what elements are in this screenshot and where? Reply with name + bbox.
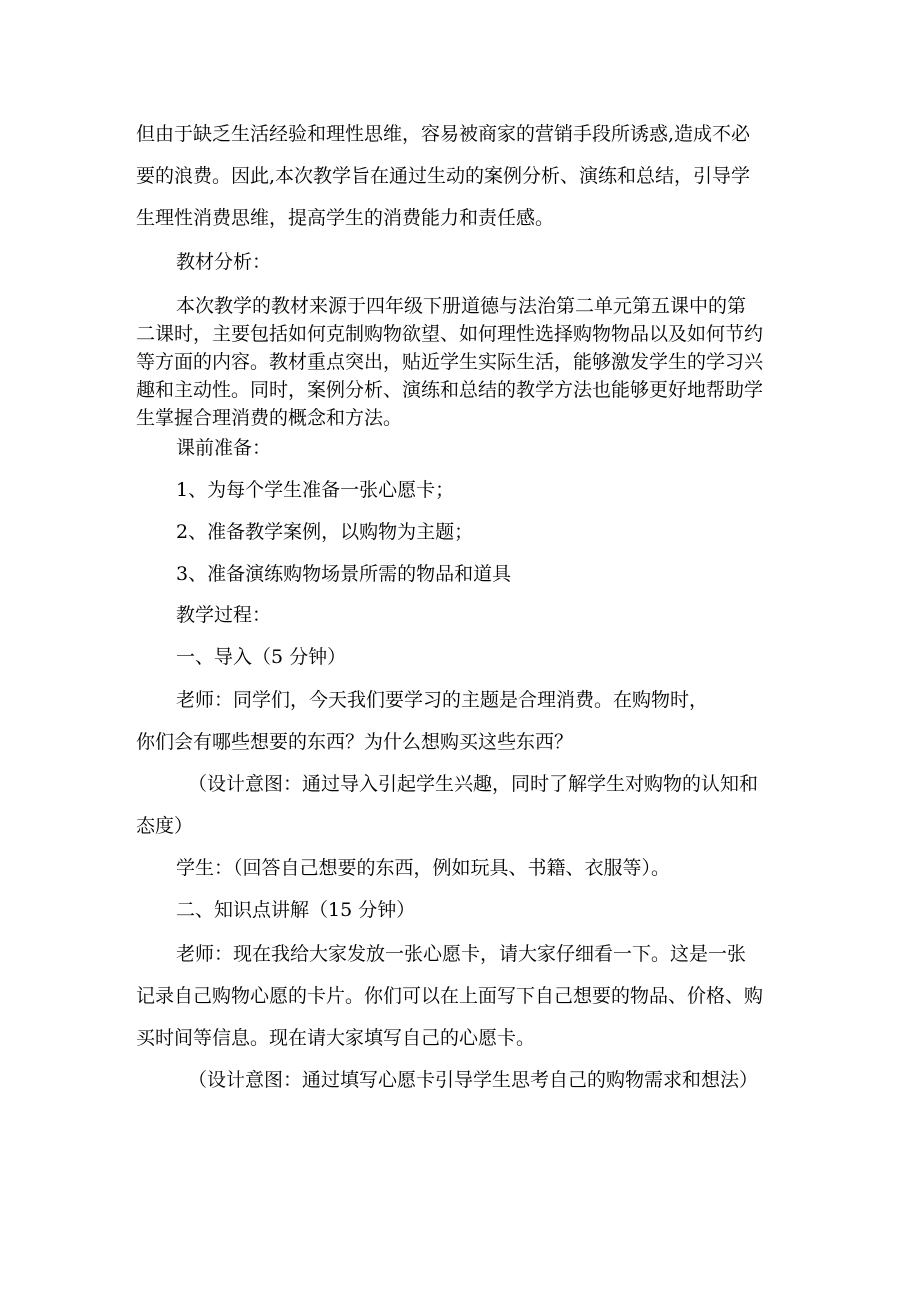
paragraph-line: 本次教学的教材来源于四年级下册道德与法治第二单元第五课中的第: [176, 295, 747, 317]
teacher-line: 买时间等信息。现在请大家填写自己的心愿卡。: [136, 1027, 536, 1049]
teacher-line: 老师：同学们，今天我们要学习的主题是合理消费。在购物时，: [176, 689, 709, 711]
teacher-line: 你们会有哪些想要的东西？为什么想购买这些东西？: [136, 731, 574, 753]
paragraph-line: 生理性消费思维，提高学生的消费能力和责任感。: [136, 207, 555, 229]
paragraph-line: 趣和主动性。同时，案例分析、演练和总结的教学方法也能够更好地帮助学: [136, 379, 764, 401]
paragraph-line: 生掌握合理消费的概念和方法。: [136, 407, 403, 429]
teacher-line: 老师：现在我给大家发放一张心愿卡，请大家仔细看一下。这是一张: [176, 943, 747, 965]
student-line: 学生：（回答自己想要的东西，例如玩具、书籍、衣服等）。: [176, 857, 671, 879]
paragraph-line: 二课时，主要包括如何克制购物欲望、如何理性选择购物物品以及如何节约: [136, 323, 764, 345]
section-title-knowledge: 二、知识点讲解（15 分钟）: [176, 899, 416, 921]
design-intent-line: （设计意图：通过导入引起学生兴趣，同时了解学生对购物的认知和: [188, 773, 759, 795]
heading-teaching-process: 教学过程：: [176, 604, 272, 626]
paragraph-line: 等方面的内容。教材重点突出，贴近学生实际生活，能够激发学生的学习兴: [136, 351, 764, 373]
heading-preparation: 课前准备：: [176, 437, 272, 459]
section-title-intro: 一、导入（5 分钟）: [176, 646, 347, 668]
heading-material-analysis: 教材分析：: [176, 251, 272, 273]
paragraph-line: 要的浪费。因此,本次教学旨在通过生动的案例分析、演练和总结，引导学: [136, 165, 751, 187]
prep-list-item: 3、准备演练购物场景所需的物品和道具: [176, 563, 512, 585]
teacher-line: 记录自己购物心愿的卡片。你们可以在上面写下自己想要的物品、价格、购: [136, 985, 764, 1007]
prep-list-item: 2、准备教学案例，以购物为主题；: [176, 521, 474, 543]
design-intent-line: 态度）: [136, 815, 194, 837]
design-intent-line: （设计意图：通过填写心愿卡引导学生思考自己的购物需求和想法）: [188, 1069, 759, 1091]
prep-list-item: 1、为每个学生准备一张心愿卡；: [176, 479, 455, 501]
paragraph-line: 但由于缺乏生活经验和理性思维，容易被商家的营销手段所诱惑,造成不必: [136, 123, 751, 145]
